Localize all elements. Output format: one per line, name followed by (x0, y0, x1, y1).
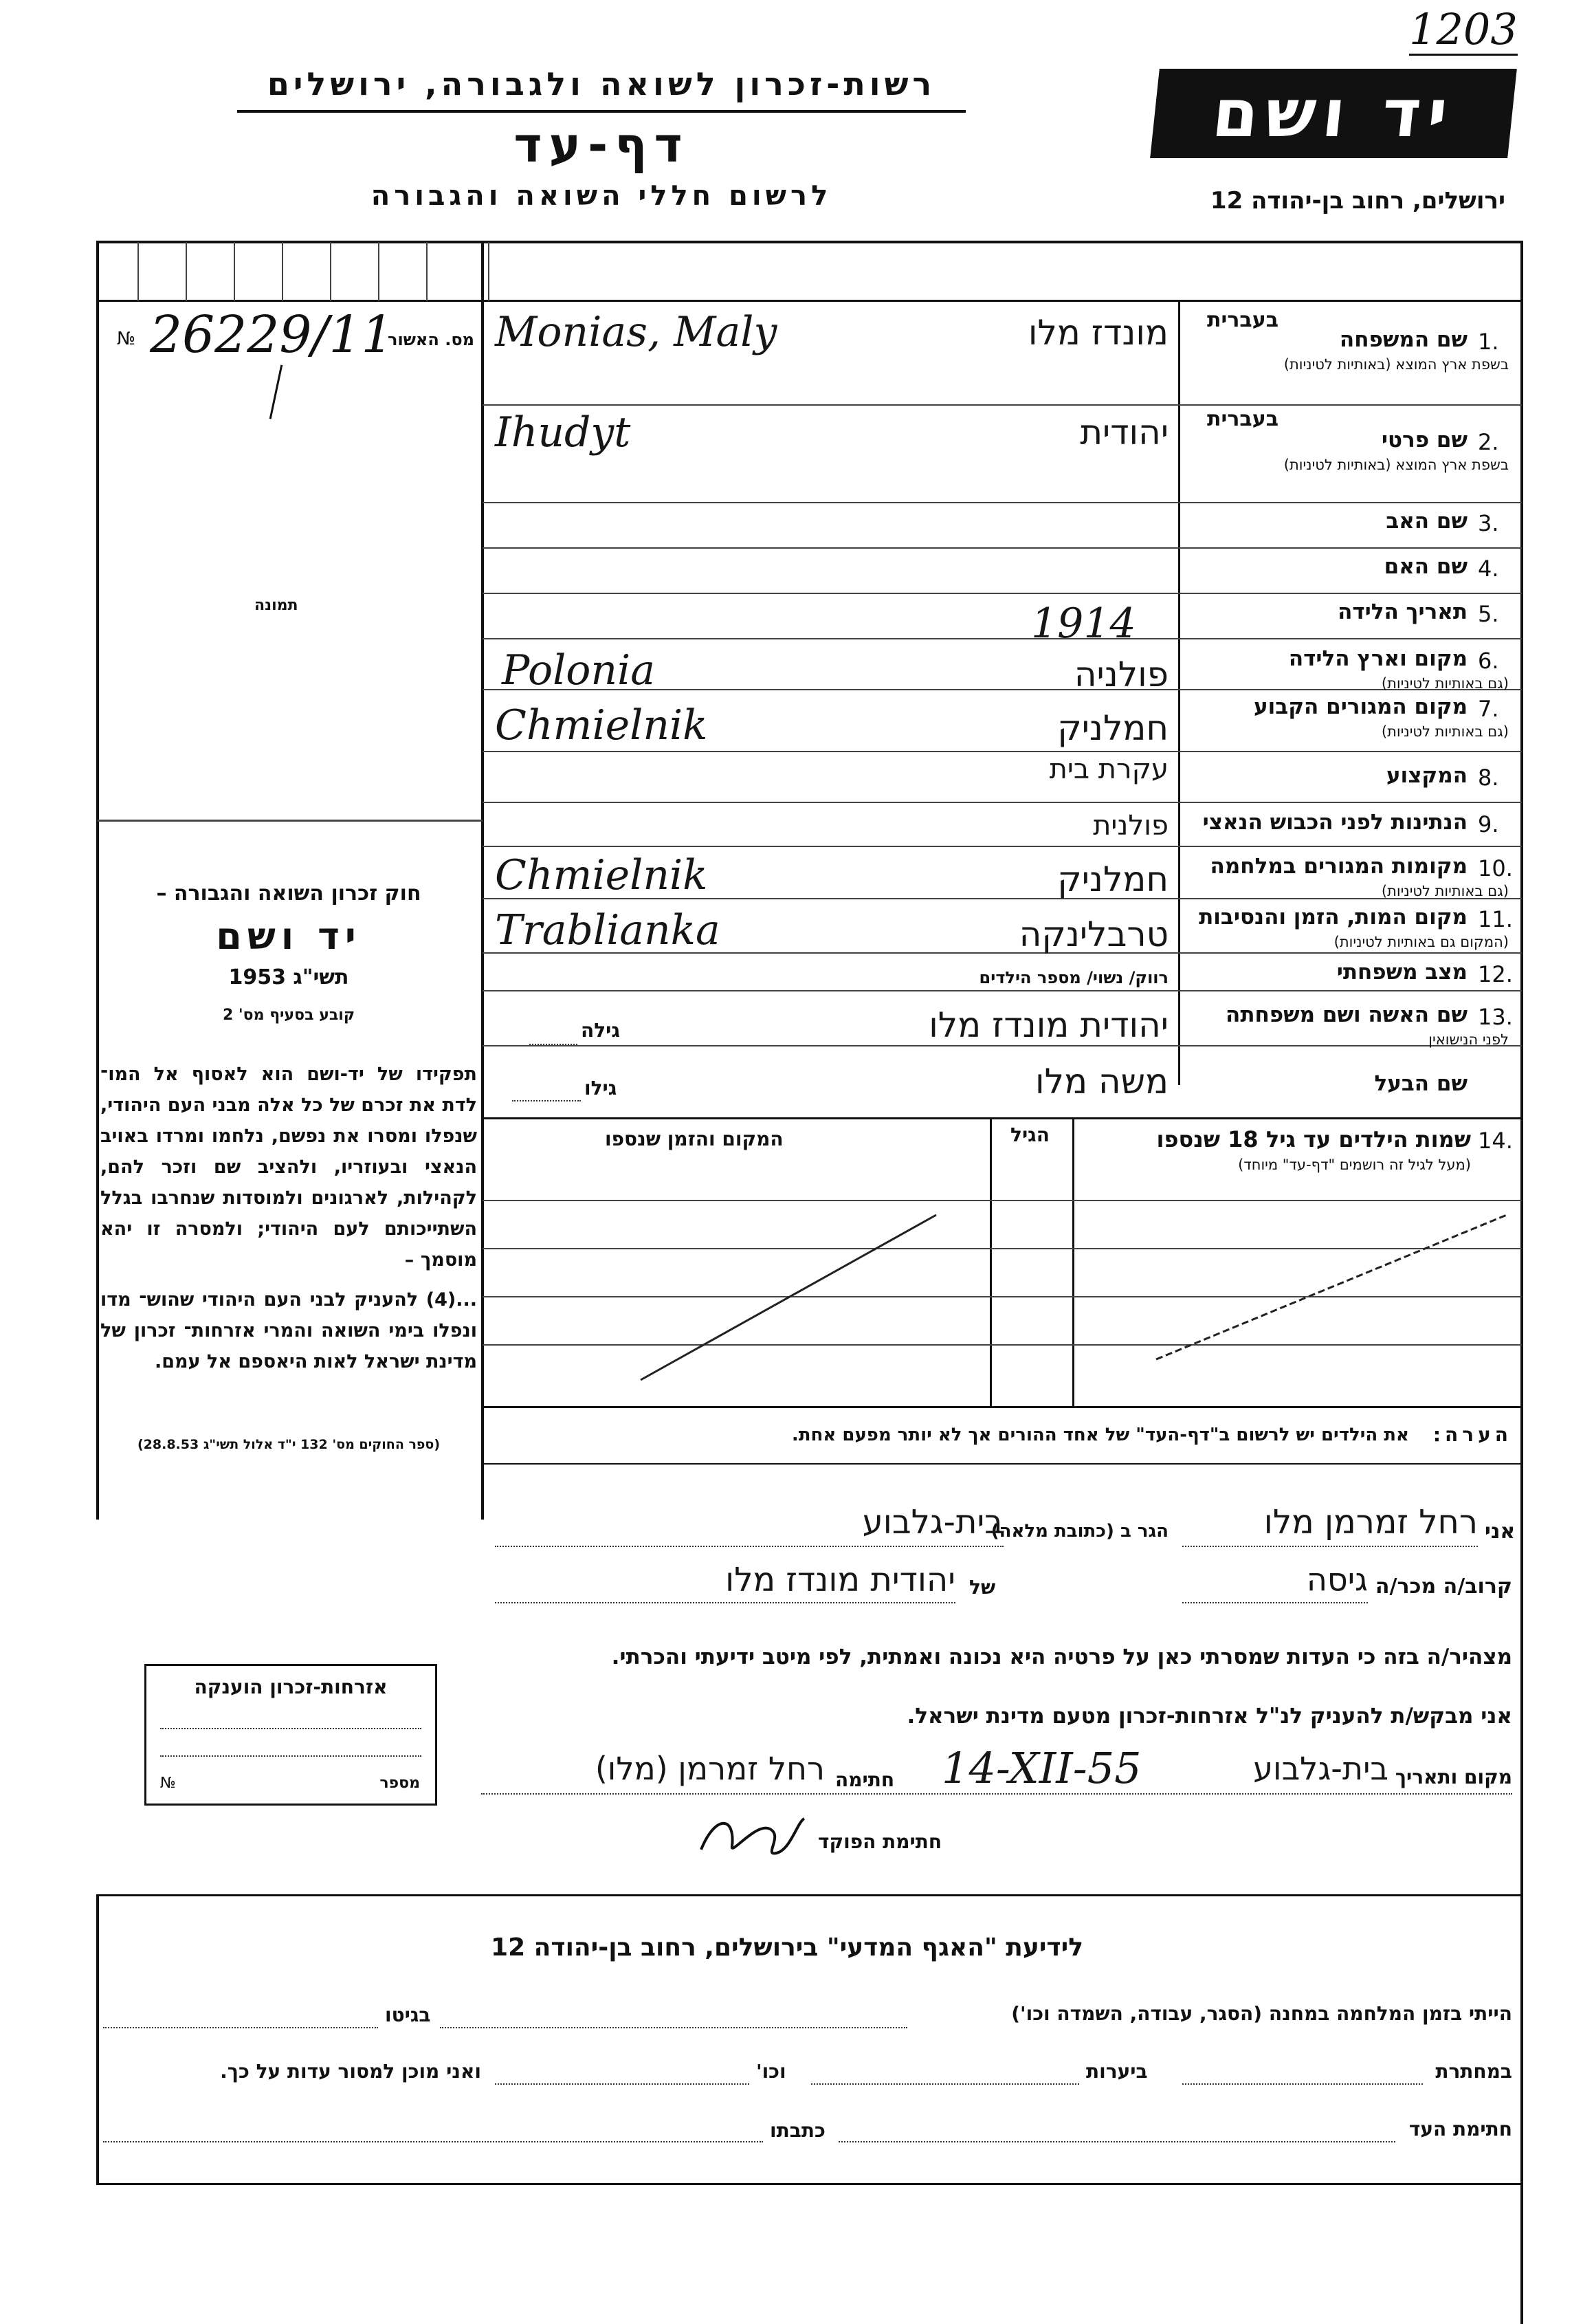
decl-request: אני מבקש/ת להעניק לנ"ל אזרחות-זכרון מטעם מדינת ישראל. (907, 1704, 1512, 1729)
approval-label: מס. האשור (388, 330, 474, 349)
signature-value: רחל זמרמן (מלו) (595, 1750, 825, 1787)
field-number-3: 3. (1478, 510, 1499, 536)
field-number-11: 11. (1478, 906, 1513, 932)
place-header: המקום והזמן שנספו (605, 1128, 784, 1150)
children-sub: (מעל לגיל זה רושמים "דף-עד" מיוחד) (1238, 1156, 1471, 1173)
law-name: יד ושם (216, 914, 362, 958)
decl-address: בית-גלבוע (862, 1503, 1004, 1542)
field-sublabel-7: (גם באותיות לטיניות) (1381, 723, 1509, 740)
footer-testimony-label: ואני מוכן למסור עדות על כך. (220, 2060, 481, 2083)
decl-of: של (969, 1576, 996, 1599)
footer-forests-label: ביערות (1086, 2060, 1148, 2083)
decl-statement: מצהיר/ה בזה כי העדות שמסרתי כאן על פרטיה היא נכונה ואמתית, לפי מיטב ידיעתי והכרתי. (611, 1645, 1512, 1669)
document-number: 1203 (1409, 4, 1518, 54)
nationality-hebrew: פולנית (1093, 810, 1169, 842)
authority-line: רשות-זכרון לשואה ולגבורה, ירושלים (267, 65, 936, 102)
decl-deceased-name: יהודית מונדז מלו (725, 1561, 955, 1599)
children-strike-lines (483, 1119, 1522, 1407)
field-label-2: שם פרטי (1381, 428, 1468, 452)
field-label-6: מקום וארץ הלידה (1288, 646, 1468, 671)
place-value: בית-גלבוע (1253, 1750, 1388, 1787)
residence-hebrew: חמלניק (1057, 708, 1169, 748)
field-label-12: מצב משפחתי (1336, 960, 1468, 985)
decl-prefix: אני (1485, 1520, 1516, 1544)
approval-prefix: № (117, 329, 136, 349)
field-sublabel-10: (גם באותיות לטיניות) (1381, 883, 1509, 899)
note-label: הערה: (1432, 1423, 1512, 1446)
field-number-8: 8. (1478, 765, 1499, 791)
field-number-12: 12. (1478, 961, 1513, 987)
form-subtitle: לרשום חללי השואה והגבורה (370, 180, 832, 212)
place-date-label: מקום ותאריך (1395, 1766, 1512, 1788)
birthplace-latin: Polonia (502, 646, 655, 694)
field-sublabel-1: בשפת ארץ המוצא (באותיות לטיניות) (1283, 356, 1509, 373)
field-number-5: 5. (1478, 601, 1499, 627)
firstname-latin: Ihudyt (495, 408, 631, 457)
profession-hebrew: עקרת בית (1049, 754, 1169, 785)
children-num: 14. (1478, 1128, 1513, 1154)
field-number-4: 4. (1478, 556, 1499, 582)
law-year: תשי"ג 1953 (228, 965, 349, 989)
field-label-7: מקום המגורים הקבוע (1254, 694, 1468, 719)
officer-signature (694, 1808, 811, 1863)
surname-latin: Monias, Maly (495, 308, 777, 356)
decl-name: רחל זמרמן מלו (1263, 1503, 1478, 1542)
husband-age-label: גילו (584, 1077, 617, 1099)
residence-latin: Chmielnik (495, 701, 708, 749)
footer-address-label: כתבתו (770, 2119, 826, 2142)
field-label-9: הנתינות לפני הכבוש הנאצי (1202, 810, 1468, 835)
age-header: הגיל (1010, 1123, 1050, 1146)
death-place-latin: Trablianka (495, 906, 720, 954)
death-place-hebrew: טרבלינקה (1019, 914, 1169, 954)
footer-title: לידיעת "האגף המדעי" בירושלים, רחוב בן-יהודה 12 (491, 1933, 1083, 1962)
marital-hint: רווק/ נשוי/ מספר הילדים (979, 968, 1169, 987)
footer-etc-label: וכו' (756, 2060, 786, 2083)
approval-value: 26229/11 (150, 305, 394, 364)
law-title: חוק זכרון השואה והגבורה – (156, 881, 421, 906)
hebrew-tag-1: בעברית (1207, 308, 1278, 332)
field-number-6: 6. (1478, 648, 1499, 674)
wartime-residence-hebrew: חמלניק (1057, 859, 1169, 899)
field-label-4: שם האם (1384, 554, 1468, 579)
date-value: 14-XII-55 (942, 1743, 1142, 1793)
field-sublabel-2: בשפת ארץ המוצא (באותיות לטיניות) (1283, 457, 1509, 473)
field-sublabel-11: (המקום גם באותיות לטיניות) (1333, 934, 1509, 950)
footer-witness-label: חתימת העד (1408, 2118, 1512, 2140)
photo-label: תמונה (254, 597, 298, 614)
birthdate-value: 1914 (1031, 600, 1136, 648)
field-number-7: 7. (1478, 696, 1499, 722)
footer-ghetto-label: בגיטו (385, 2004, 431, 2026)
field-label-14: שם הבעל (1374, 1071, 1468, 1096)
citizenship-box (144, 1664, 437, 1806)
law-text: תפקידו של יד-ושם הוא לאסוף אל המו־ לדת את זכרם של כל אלה מבני העם היהודי, שנפלו ומסרו את נפשם, נלחמו ומרדו באויב הנאצי ובעוזריו, ולהציב שם וזכר להם, לקהילות, לארגונים ולמוסדות שנחרבו בגלל השתייכותם לעם היהודי; ולמסרה זו יהא מוסמך – (100, 1064, 477, 1271)
decl-relation-label: קרוב/ה מכר/ה (1375, 1575, 1512, 1599)
field-sublabel-13: לפני הנישואין (1428, 1031, 1509, 1048)
field-number-1: 1. (1478, 329, 1499, 355)
footer-underground-label: במחתרת (1435, 2060, 1512, 2083)
husband-name-hebrew: משה מלו (1035, 1062, 1169, 1101)
signature-label: חתימה (835, 1768, 895, 1791)
field-label-3: שם האב (1386, 509, 1468, 534)
yad-vashem-logo: יד ושם (1150, 69, 1517, 158)
address: ירושלים, רחוב בן-יהודה 12 (1210, 187, 1505, 215)
wartime-residence-latin: Chmielnik (495, 851, 708, 899)
decl-mid: הגר ב (כתובת מלאה) (990, 1521, 1169, 1542)
field-number-10: 10. (1478, 855, 1513, 881)
wife-name-hebrew: יהודית מונדז מלו (929, 1005, 1169, 1045)
decl-relation: גיסה (1306, 1561, 1368, 1598)
note-text: את הילדים יש לרשום ב"דף-העד" של אחד ההורים אך לא יותר מפעם אחת. (791, 1425, 1409, 1445)
field-number-9: 9. (1478, 811, 1499, 837)
wife-age-label: גילה (581, 1019, 620, 1042)
citizenship-number-label: מספר (379, 1775, 420, 1792)
field-sublabel-6: (גם באותיות לטיניות) (1381, 675, 1509, 692)
field-label-10: מקומות המגורים במלחמה (1210, 854, 1468, 879)
field-label-1: שם המשפחה (1339, 327, 1468, 352)
field-label-5: תאריך הלידה (1338, 600, 1468, 624)
birthplace-hebrew: פולניה (1074, 655, 1169, 694)
children-label: שמות הילדים עד גיל 18 שנספו (1156, 1126, 1471, 1152)
citizenship-title: אזרחות-זכרון הוענקה (194, 1676, 388, 1698)
field-number-13: 13. (1478, 1004, 1513, 1030)
law-reference: (ספר החוקים מס' 132 י"ד אלול תשי"ג 28.8.53) (137, 1437, 441, 1452)
firstname-hebrew: יהודית (1080, 413, 1169, 452)
field-label-11: מקום המות, הזמן והנסיבות (1199, 905, 1468, 930)
field-label-13: שם האשה ושם משפחתה (1226, 1002, 1468, 1027)
field-label-8: המקצוע (1386, 763, 1468, 788)
footer-camp-label: הייתי בזמן המלחמה במחנה (הסגר, עבודה, השמדה וכו') (1011, 2002, 1512, 2025)
form-title: דף-עד (513, 117, 689, 173)
law-section: קובע בסעיף מס' 2 (222, 1007, 355, 1024)
hebrew-tag-2: בעברית (1207, 407, 1278, 431)
field-number-2: 2. (1478, 429, 1499, 455)
surname-hebrew: מונדז מלו (1028, 313, 1169, 353)
citizenship-number-prefix: № (160, 1775, 176, 1792)
law-text-2: ...(4) להעניק לבני העם היהודי שהוש־ מדו ונפלו בימי השואה והמרי אזרחות־ זכרון של מדינת ישראל לאות היאספם אל עמם. (100, 1289, 477, 1372)
approval-number (117, 305, 474, 364)
officer-label: חתימת הפוקד (818, 1830, 942, 1853)
